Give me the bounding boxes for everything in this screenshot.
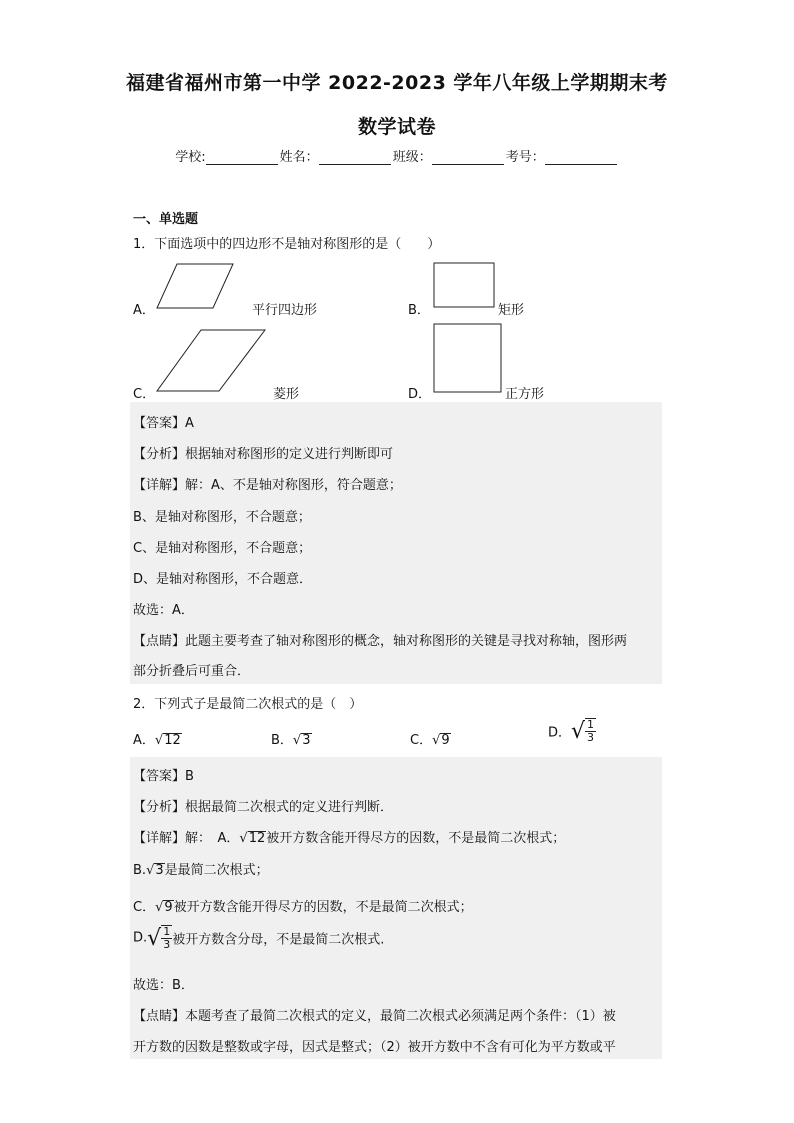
sqrt-icon: √ <box>432 733 441 748</box>
q2-option-c-letter: C． <box>410 733 433 748</box>
q1-analysis: 【分析】根据轴对称图形的定义进行判断即可 <box>133 447 394 462</box>
exam-no-blank <box>545 152 617 165</box>
sqrt-icon: √ <box>571 718 586 744</box>
q2-option-d-fraction <box>585 718 596 744</box>
q2-detail-a-text: 被开方数含能开得尽方的因数，不是最简二次根式； <box>266 831 566 846</box>
q2-option-a-letter: A． <box>133 733 155 748</box>
q1-option-c-letter: C． <box>133 387 156 402</box>
q1-answer: 【答案】A <box>133 416 194 431</box>
student-info-line <box>0 146 794 165</box>
q2-comment-line1: 【点睛】本题考查了最简二次根式的定义，最简二次根式必须满足两个条件：（1）被 <box>133 1009 616 1024</box>
q2-option-c-radicand: 9 <box>441 733 450 748</box>
q2-option-a-radicand: 12 <box>164 733 181 748</box>
exam-no-label: 考号： <box>505 150 545 165</box>
q1-option-a-letter: A． <box>133 303 155 318</box>
class-blank <box>432 152 504 165</box>
rhombus-figure <box>155 328 267 394</box>
q1-detail-line: B、是轴对称图形，不合题意； <box>133 510 311 525</box>
q2-detail-a-prefix: 【详解】解： A． <box>133 831 240 846</box>
sqrt-icon: √ <box>147 925 162 951</box>
q2-comment-line2: 开方数的因数是整数或字母，因式是整式；（2）被开方数中不含有可化为平方数或平 <box>133 1040 616 1055</box>
q2-detail-b <box>133 859 269 878</box>
square-figure <box>433 323 503 395</box>
name-blank <box>319 152 391 165</box>
q1-option-b-letter: B． <box>408 303 430 318</box>
sqrt-icon: √ <box>239 831 248 846</box>
q2-option-b <box>271 729 312 748</box>
fraction-numerator: 1 <box>587 718 595 731</box>
fraction-denominator: 3 <box>163 938 171 951</box>
q2-detail-d <box>133 925 384 951</box>
q1-option-c-caption: 菱形 <box>273 387 300 402</box>
sqrt-icon: √ <box>155 900 164 915</box>
school-label: 学校: <box>175 150 206 165</box>
q2-detail-b-radicand: 3 <box>155 863 164 878</box>
fraction-denominator: 3 <box>587 731 595 744</box>
q2-detail-a <box>133 827 565 846</box>
rectangle-figure <box>433 262 497 310</box>
q2-choose: 故选：B． <box>133 978 194 993</box>
q2-option-a <box>133 729 182 748</box>
fraction-numerator: 1 <box>163 925 171 938</box>
document-title-line2: 数学试卷 <box>357 116 436 138</box>
q2-option-c <box>410 729 451 748</box>
school-blank <box>206 152 278 165</box>
q1-option-a-caption: 平行四边形 <box>252 303 318 318</box>
q2-detail-d-text: 被开方数含分母，不是最简二次根式. <box>172 932 385 948</box>
q1-option-d-caption: 正方形 <box>505 387 545 402</box>
q2-detail-d-prefix: D. <box>133 930 148 946</box>
q1-detail-line: 【详解】解：A、不是轴对称图形，符合题意； <box>133 478 402 493</box>
document-title-line1: 福建省福州市第一中学 2022-2023 学年八年级上学期期末考 <box>126 72 668 94</box>
q2-detail-c <box>133 896 473 915</box>
class-label: 班级： <box>392 150 432 165</box>
q1-option-b-caption: 矩形 <box>498 303 525 318</box>
q1-choose: 故选：A． <box>133 603 194 618</box>
sqrt-icon: √ <box>292 733 302 748</box>
q2-detail-c-prefix: C． <box>133 900 156 915</box>
q2-option-d <box>548 718 596 744</box>
q2-detail-d-fraction <box>161 925 172 951</box>
q2-detail-c-text: 被开方数含能开得尽方的因数，不是最简二次根式； <box>173 900 473 915</box>
q2-option-d-letter: D． <box>548 725 572 741</box>
q2-detail-b-prefix: B. <box>133 863 147 878</box>
q1-comment-line1: 【点睛】此题主要考查了轴对称图形的概念，轴对称图形的关键是寻找对称轴，图形两 <box>133 634 628 649</box>
q2-analysis: 【分析】根据最简二次根式的定义进行判断． <box>133 800 394 815</box>
q2-stem: 2．下列式子是最简二次根式的是（ ） <box>133 697 363 712</box>
q2-detail-c-radicand: 9 <box>164 900 173 915</box>
sqrt-icon: √ <box>154 733 164 748</box>
name-label: 姓名： <box>279 150 319 165</box>
q1-detail-line: C、是轴对称图形，不合题意； <box>133 541 312 556</box>
section-title: 一、单选题 <box>133 212 199 227</box>
q2-detail-b-text: 是最简二次根式； <box>164 863 269 878</box>
sqrt-icon: √ <box>146 863 155 878</box>
q1-comment-line2: 部分折叠后可重合． <box>133 664 251 679</box>
q1-detail-line: D、是轴对称图形，不合题意． <box>133 572 313 587</box>
parallelogram-figure <box>155 262 235 310</box>
q2-answer: 【答案】B <box>133 769 194 784</box>
q1-stem: 1．下面选项中的四边形不是轴对称图形的是（ ） <box>133 237 441 252</box>
q1-option-d-letter: D． <box>408 387 432 402</box>
q2-option-b-letter: B． <box>271 733 293 748</box>
q2-detail-a-radicand: 12 <box>248 831 266 846</box>
q2-option-b-radicand: 3 <box>302 733 311 748</box>
